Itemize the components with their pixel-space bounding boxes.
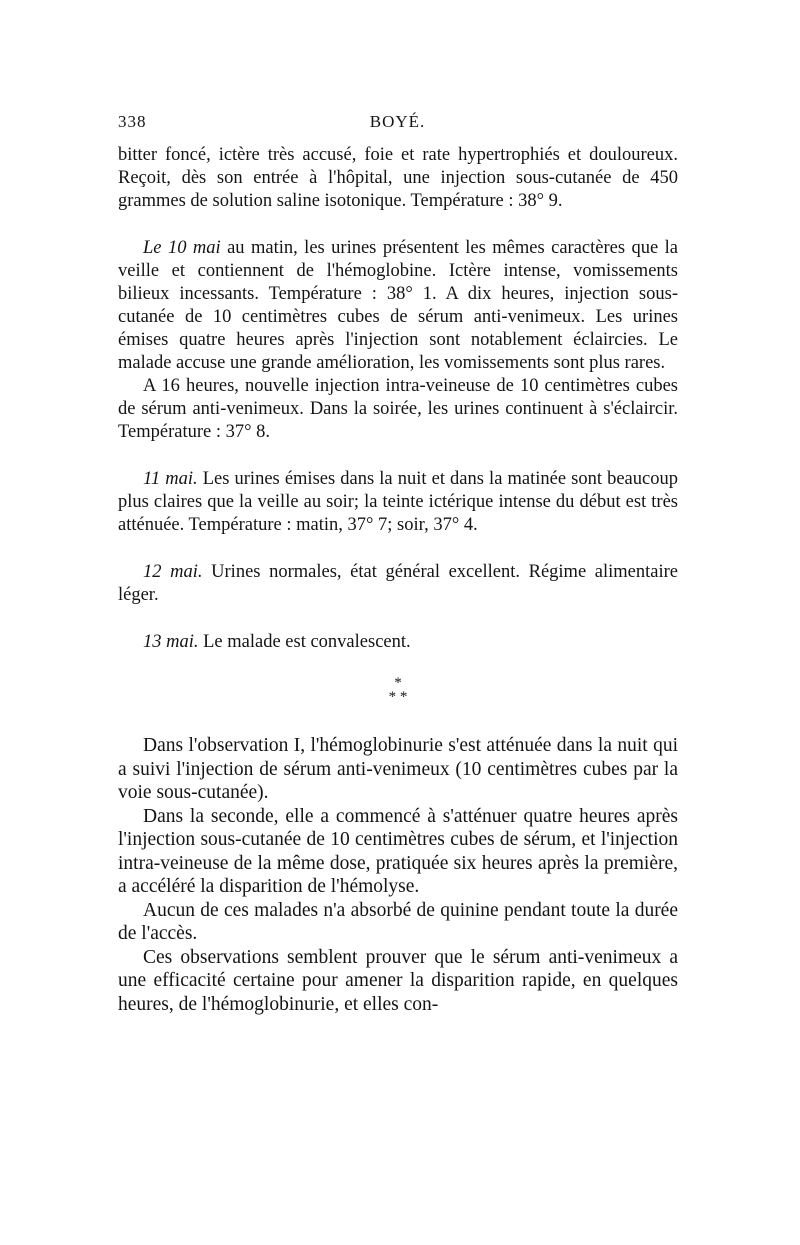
entry-date: 12 mai. — [143, 562, 203, 582]
discussion-paragraph: Aucun de ces malades n'a absorbé de quinine pendant toute la durée de l'accès. — [118, 899, 678, 944]
entry-text: Les urines émises dans la nuit et dans la matinée sont beaucoup plus claires que la veille au soir; la teinte ictérique intense du début est très atténuée. Température : matin, 37° 7; soir, 37° 4. — [118, 469, 678, 535]
asterism-divider — [118, 676, 678, 704]
entry-10-mai — [118, 237, 678, 375]
entry-text: au matin, les urines présentent les mêmes caractères que la veille et contiennent de l'hémoglobine. Ictère intense, vomissements bilieux incessants. Température : 38° 1. A dix heures, injection sous-cutanée de 10 centimètres cubes de sérum anti-venimeux. Les urines émises quatre heures après l'injection sont notablement éclaircies. Le malade accuse une grande amélioration, les vomissements sont plus rares. — [118, 238, 678, 373]
running-head: BOYÉ. — [369, 112, 426, 131]
intro-paragraph: bitter foncé, ictère très accusé, foie et rate hypertrophiés et douloureux. Reçoit, dès son entrée à l'hôpital, une injection sous-cutanée de 450 grammes de solution saline isotonique. Température : 38° 9. — [118, 145, 678, 211]
entry-16-heures — [118, 375, 678, 444]
entry-13-mai — [118, 631, 678, 654]
discussion-section — [118, 734, 678, 1016]
discussion-paragraph: Dans l'observation I, l'hémoglobinurie s'est atténuée dans la nuit qui a suivi l'injection de sérum anti-venimeux (10 centimètres cubes par la voie sous-cutanée). — [118, 735, 678, 803]
page-body — [118, 144, 678, 1016]
discussion-paragraph: Dans la seconde, elle a commencé à s'atténuer quatre heures après l'injection sous-cutanée de 10 centimètres cubes de sérum, et l'injection intra-veineuse de la même dose, pratiquée six heures après la première, a accéléré la disparition de l'hémolyse. — [118, 805, 678, 897]
entry-date: 11 mai. — [143, 469, 198, 489]
entry-11-mai — [118, 468, 678, 537]
entry-12-mai — [118, 561, 678, 607]
asterism-bottom: * * — [388, 689, 408, 705]
entry-text: Urines normales, état général excellent. Régime alimentaire léger. — [118, 562, 679, 605]
discussion-paragraph: Ces observations semblent prouver que le sérum anti-venimeux a une efficacité certaine pour amener la disparition rapide, en quelques heures, de l'hémoglobinurie, et elles con- — [118, 946, 678, 1015]
entry-text: A 16 heures, nouvelle injection intra-veineuse de 10 centimètres cubes de sérum anti-venimeux. Dans la soirée, les urines continuent à s'éclaircir. Température : 37° 8. — [118, 376, 678, 442]
page-number: 338 — [118, 112, 147, 131]
entry-date: Le 10 mai — [143, 238, 221, 258]
page-header — [115, 112, 680, 134]
entry-date: 13 mai. — [143, 632, 199, 652]
asterism-top: * — [394, 675, 402, 691]
entry-text: Le malade est convalescent. — [198, 632, 411, 652]
